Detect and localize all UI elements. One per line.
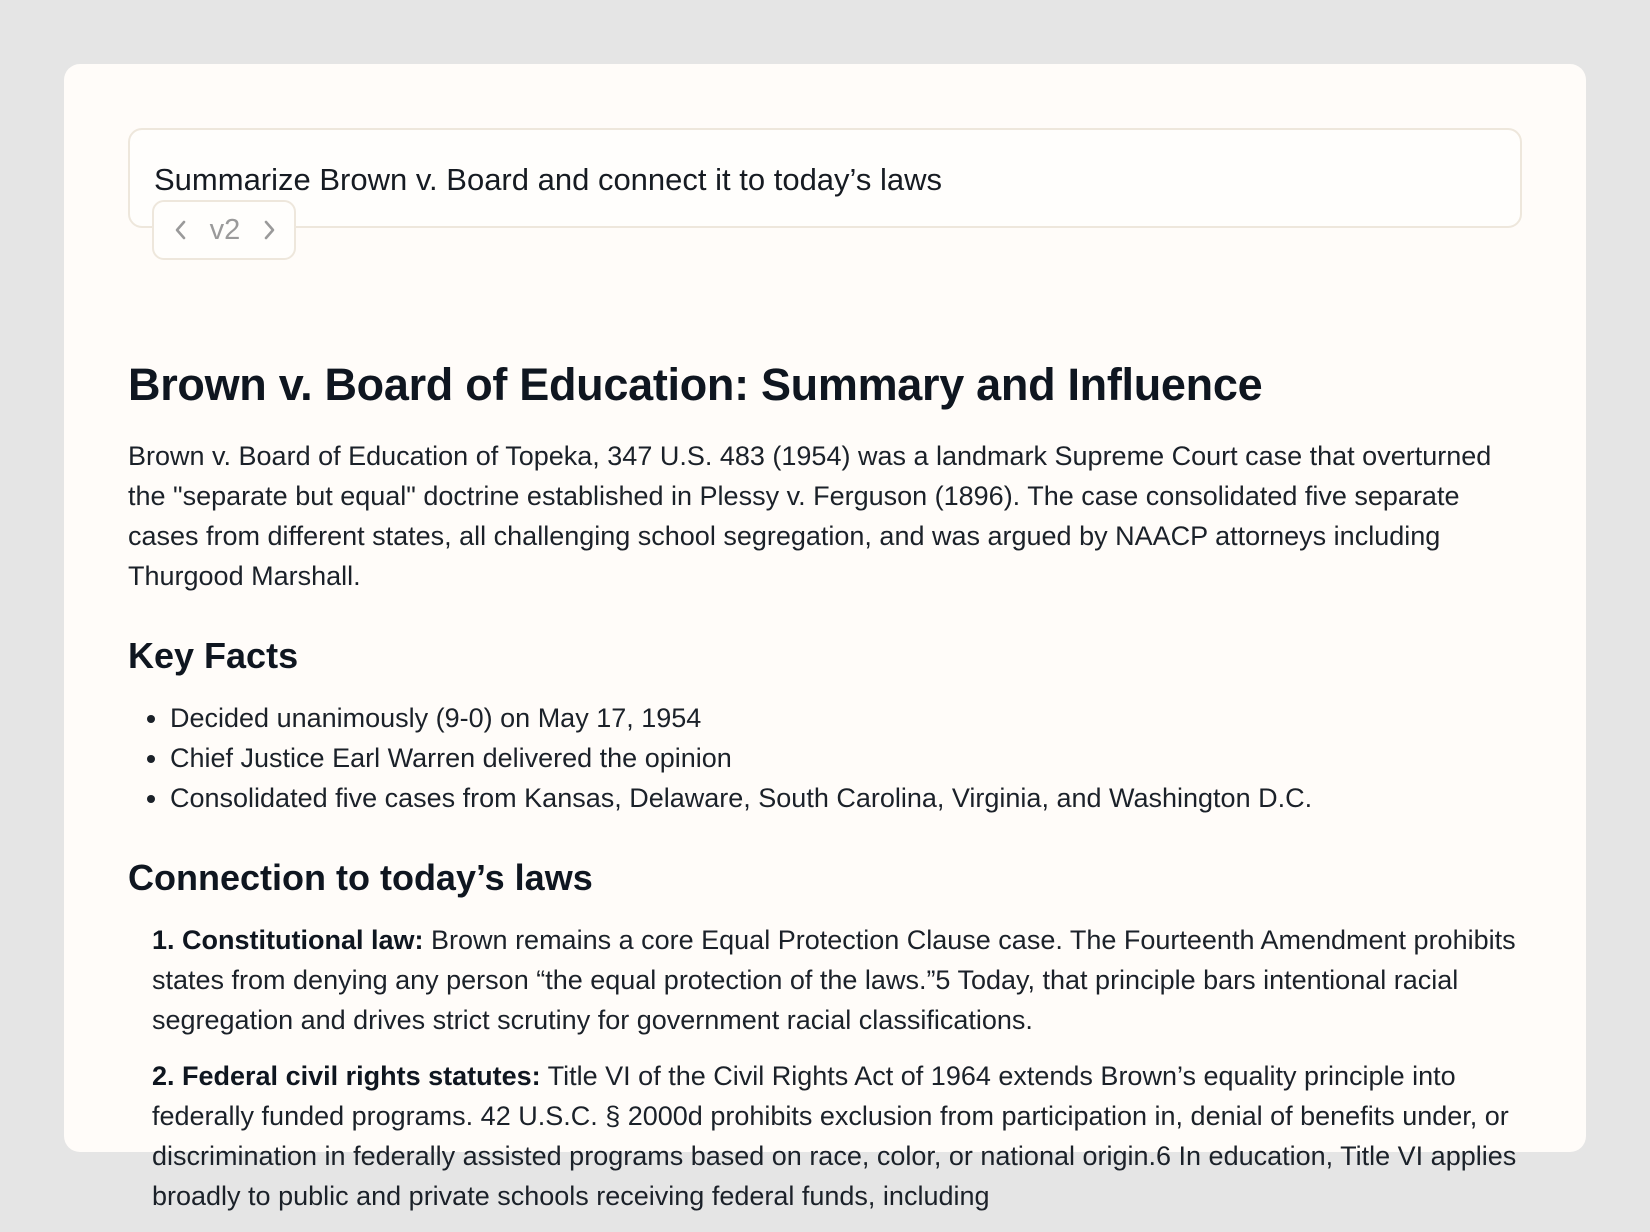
article-title: Brown v. Board of Education: Summary and Influence xyxy=(128,359,1263,410)
list-item: • Consolidated five cases from Kansas, Delaware, South Carolina, Virginia, and Washington D.C. xyxy=(170,778,1528,818)
response-content xyxy=(128,356,1528,1232)
intro-paragraph: Brown v. Board of Education of Topeka, 347 U.S. 483 (1954) was a landmark Supreme Court case that overturned the "separate but equal" doctrine established in Plessy v. Ferguson (1896). The case consolidated five separate cases from different states, all challenging school segregation, and was argued by NAACP attorneys including Thurgood Marshall. xyxy=(128,441,1492,591)
item-label: 2. Federal civil rights statutes: xyxy=(152,1061,541,1091)
list-item: • Decided unanimously (9-0) on May 17, 1954 xyxy=(170,698,1528,738)
version-label: v2 xyxy=(209,213,241,246)
connection-list xyxy=(128,920,1528,1216)
item-text: Title VI of the Civil Rights Act of 1964 extends Brown’s equality principle into federally funded programs. 42 U.S.C. § 2000d prohibits exclusion from participation in, denial of benefits under, or discrimination in federally assisted programs based on race, color, or national origin.6 In education, Title VI applies broadly to public and private schools receiving federal funds, including xyxy=(152,1061,1517,1211)
list-item xyxy=(152,920,1528,1040)
user-prompt-text: Summarize Brown v. Board and connect it to today’s laws xyxy=(154,162,943,197)
list-item: • Chief Justice Earl Warren delivered the opinion xyxy=(170,738,1528,778)
chevron-left-icon[interactable] xyxy=(170,217,192,243)
version-navigator xyxy=(152,200,296,260)
key-facts-list xyxy=(128,698,1528,818)
conversation-card xyxy=(64,64,1586,1211)
item-text: Brown remains a core Equal Protection Clause case. The Fourteenth Amendment prohibits states from denying any person “the equal protection of the laws.”5 Today, that principle bars intentional racial segregation and drives strict scrutiny for government racial classifications. xyxy=(152,925,1516,1035)
connection-heading: Connection to today’s laws xyxy=(128,857,593,898)
list-item xyxy=(152,1056,1528,1216)
chevron-right-icon[interactable] xyxy=(258,217,280,243)
key-facts-heading: Key Facts xyxy=(128,635,299,676)
item-label: 1. Constitutional law: xyxy=(152,925,424,955)
user-prompt-box[interactable] xyxy=(128,128,1522,228)
